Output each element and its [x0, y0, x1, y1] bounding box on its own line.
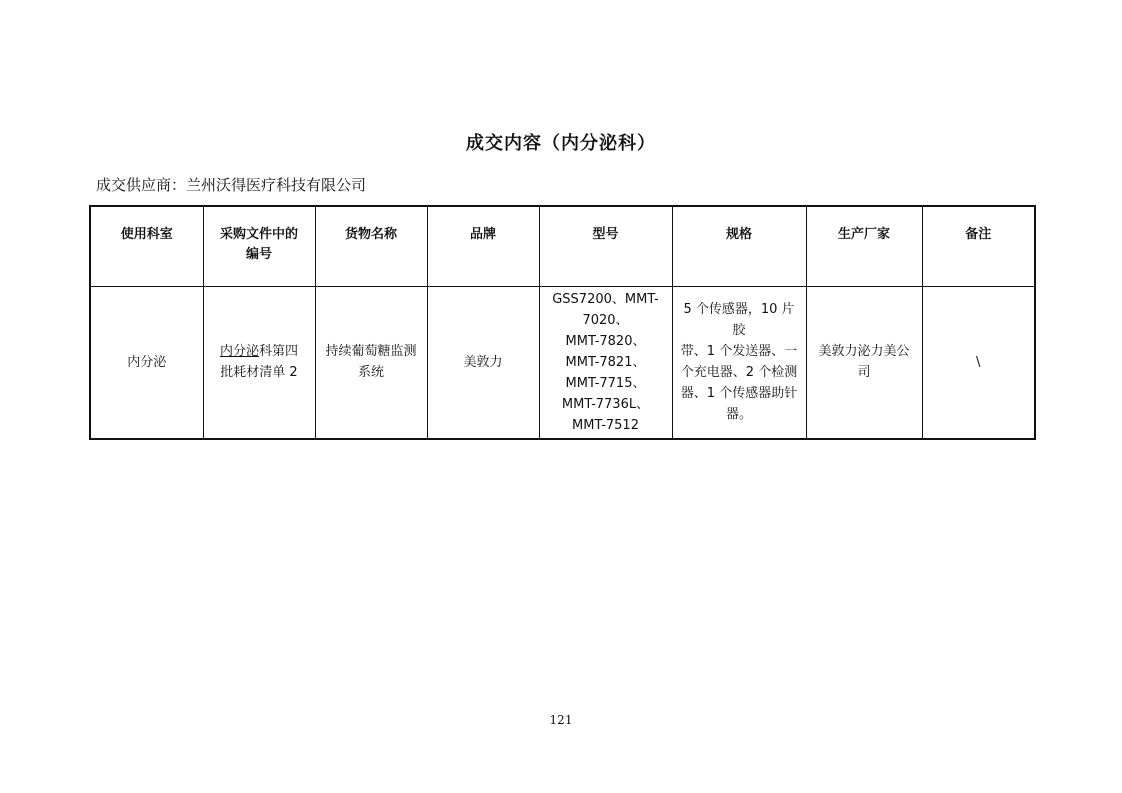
model-line: MMT-7512	[572, 417, 639, 433]
model-line: MMT-7820、	[565, 333, 646, 349]
header-goods: 货物名称	[315, 206, 427, 286]
supplier-line: 成交供应商：兰州沃得医疗科技有限公司	[96, 176, 367, 194]
cell-spec	[672, 286, 806, 439]
header-spec: 规格	[672, 206, 806, 286]
page-number: 121	[549, 713, 573, 727]
spec-line: 个充电器、2 个检测	[680, 365, 798, 380]
header-manufacturer: 生产厂家	[806, 206, 922, 286]
header-department: 使用科室	[90, 206, 203, 286]
header-brand: 品牌	[427, 206, 539, 286]
cell-manufacturer	[806, 286, 922, 439]
model-line: MMT-7736L、	[561, 396, 650, 412]
cell-brand: 美敦力	[427, 286, 539, 439]
cell-goods-line1: 持续葡萄糖监测	[325, 344, 417, 359]
cell-code-rest: 科第四	[259, 344, 299, 359]
cell-code-line2: 批耗材清单 2	[220, 365, 298, 380]
spec-line: 器。	[725, 407, 752, 422]
table-header-row	[90, 206, 1035, 286]
cell-goods-line2: 系统	[357, 365, 384, 380]
cell-manufacturer-line1: 美敦力泌力美公	[818, 344, 910, 359]
cell-code-underlined: 内分泌	[219, 344, 259, 359]
procurement-table	[89, 205, 1036, 440]
table-row	[90, 286, 1035, 439]
spec-line: 5 个传感器，10 片胶	[683, 302, 795, 338]
header-code-line1: 采购文件中的	[219, 227, 298, 242]
cell-remark: \	[922, 286, 1035, 439]
cell-goods	[315, 286, 427, 439]
cell-department: 内分泌	[90, 286, 203, 439]
model-line: MMT-7821、	[565, 354, 646, 370]
spec-line: 器、1 个传感器助针	[680, 386, 798, 401]
model-line: MMT-7715、	[565, 375, 646, 391]
cell-manufacturer-line2: 司	[857, 365, 871, 380]
page-title: 成交内容（内分泌科）	[466, 133, 656, 154]
header-code	[203, 206, 315, 286]
cell-models	[539, 286, 672, 439]
cell-code	[203, 286, 315, 439]
spec-line: 带、1 个发送器、一	[680, 344, 798, 359]
header-model: 型号	[539, 206, 672, 286]
header-code-line2: 编号	[245, 247, 272, 262]
model-line: GSS7200、MMT-7020、	[552, 291, 659, 328]
header-remark: 备注	[922, 206, 1035, 286]
